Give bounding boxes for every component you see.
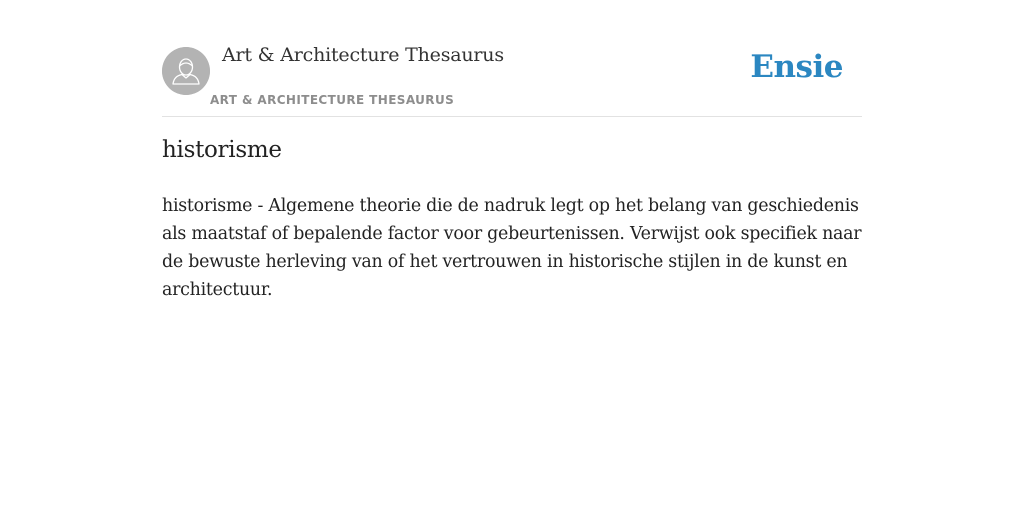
user-avatar-icon[interactable]: [162, 47, 210, 95]
entry-definition: historisme - Algemene theorie die de nadruk legt op het belang van geschiedenis als maatstaf of bepalende factor voor gebeurtenissen. Verwijst ook specifiek naar de bewuste herleving van of het vertrouwen in historische stijlen in de kunst en architectuur.: [162, 196, 862, 300]
source-title[interactable]: Art & Architecture Thesaurus: [222, 44, 504, 66]
entry-term: historisme: [162, 137, 282, 163]
source-header: [162, 0, 862, 117]
ensie-logo[interactable]: Ensie: [750, 49, 843, 85]
source-subtitle: ART & ARCHITECTURE THESAURUS: [210, 93, 455, 107]
